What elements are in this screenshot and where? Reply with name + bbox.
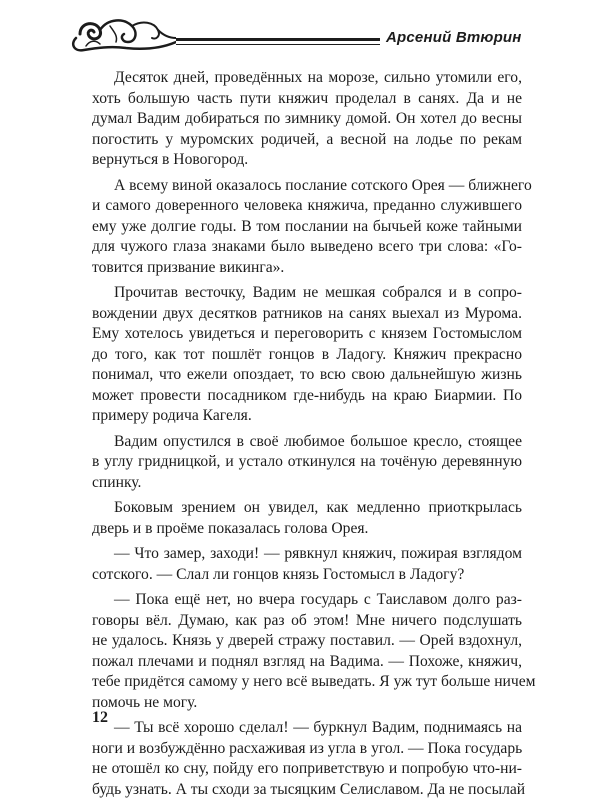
text-line: думал Вадим добираться по зимнику домой. Он хотел до весны	[92, 110, 522, 127]
text-line: тебе придётся самому у него всё выведать. Я уж тут больше ничем	[92, 673, 536, 690]
text-line: для чужого глаза знаками было выведено всего три слова: «Го-	[92, 238, 522, 255]
text-line: понимал, что ежели опоздает, то всю свою дальнейшую жизнь	[92, 366, 522, 383]
text-line: А всему виной оказалось послание сотского Орея — ближнего	[114, 176, 532, 194]
paragraph	[92, 498, 522, 539]
paragraph	[92, 432, 522, 494]
text-line: до того, как тот пошлёт гонцов в Ладогу. Княжич прекрасно	[92, 345, 522, 363]
text-line: хоть большую часть пути княжич проделал в санях. Да и не	[92, 89, 522, 107]
paragraph	[92, 718, 526, 800]
text-line: ноги и возбуждённо расхаживая из угла в угол. — Пока государь	[92, 739, 523, 757]
text-line: не отошёл ко сну, пойду его поприветствую и попробую что-ни-	[92, 760, 522, 777]
text-line: и самого доверенного человека княжича, преданно служившего	[92, 197, 522, 214]
text-line: — Что замер, заходи! — рявкнул княжич, пожирая взглядом	[114, 545, 522, 562]
paragraph	[92, 544, 522, 585]
header-rule-thick	[176, 38, 380, 41]
text-line: ему уже долгие годы. В том послании на бычьей коже тайными	[92, 217, 522, 235]
text-line: спинку.	[92, 473, 142, 491]
text-line: — Пока ещё нет, но вчера государь с Таиславом долго раз-	[114, 591, 522, 608]
scroll-ornament-icon	[66, 12, 176, 54]
text-line: вернуться в Новогород.	[92, 151, 249, 168]
running-header	[0, 0, 600, 62]
text-line: Десяток дней, проведённых на морозе, сильно утомили его,	[114, 69, 522, 86]
text-line: — Ты всё хорошо сделал! — буркнул Вадим, поднимаясь на	[114, 719, 522, 736]
text-line: Ему хотелось увидеться и переговорить с князем Гостомыслом	[92, 325, 522, 342]
text-line: погостить у муромских родичей, а весной на лодье по рекам	[92, 130, 522, 148]
text-line: вождении двух десятков ратников на санях выехал из Мурома.	[92, 304, 522, 322]
text-line: дверь и в проёме показалась голова Орея.	[92, 519, 369, 537]
text-line: примеру родича Кагеля.	[92, 407, 252, 424]
text-line: товится призвание викинга».	[92, 258, 285, 276]
paragraph	[92, 68, 522, 171]
text-line: сотского. — Слал ли гонцов князь Гостомысл в Ладогу?	[92, 565, 465, 583]
text-line: может провести посадником где-нибудь на краю Биармии. По	[92, 386, 522, 404]
text-line: помочь не могу.	[92, 693, 198, 711]
paragraph	[92, 176, 532, 279]
running-head-author: Арсений Втюрин	[386, 29, 522, 46]
text-line: Боковым зрением он увидел, как медленно приоткрылась	[114, 499, 522, 516]
text-line: Вадим опустился в своё любимое большое кресло, стоящее	[114, 432, 522, 450]
paragraph	[92, 590, 536, 713]
page-number: 12	[92, 709, 108, 726]
text-line: пожал плечами и поднял взгляд на Вадима. — Похоже, княжич,	[92, 652, 522, 670]
body-text	[92, 68, 536, 805]
header-rule-thin	[176, 44, 380, 45]
text-line: говоры вёл. Думаю, как раз об этом! Мне ничего подслушать	[92, 611, 522, 629]
text-line: Прочитав весточку, Вадим не мешкая собрался и в сопро-	[114, 284, 522, 301]
paragraph	[92, 283, 522, 427]
text-line: в углу гридницкой, и устало откинулся на точёную деревянную	[92, 453, 522, 470]
text-line: не удалось. Князь у дверей стражу поставил. — Орей вздохнул,	[92, 632, 522, 649]
text-line: будь узнать. А ты сходи за тысяцким Селиславом. Да не посылай	[92, 780, 526, 798]
